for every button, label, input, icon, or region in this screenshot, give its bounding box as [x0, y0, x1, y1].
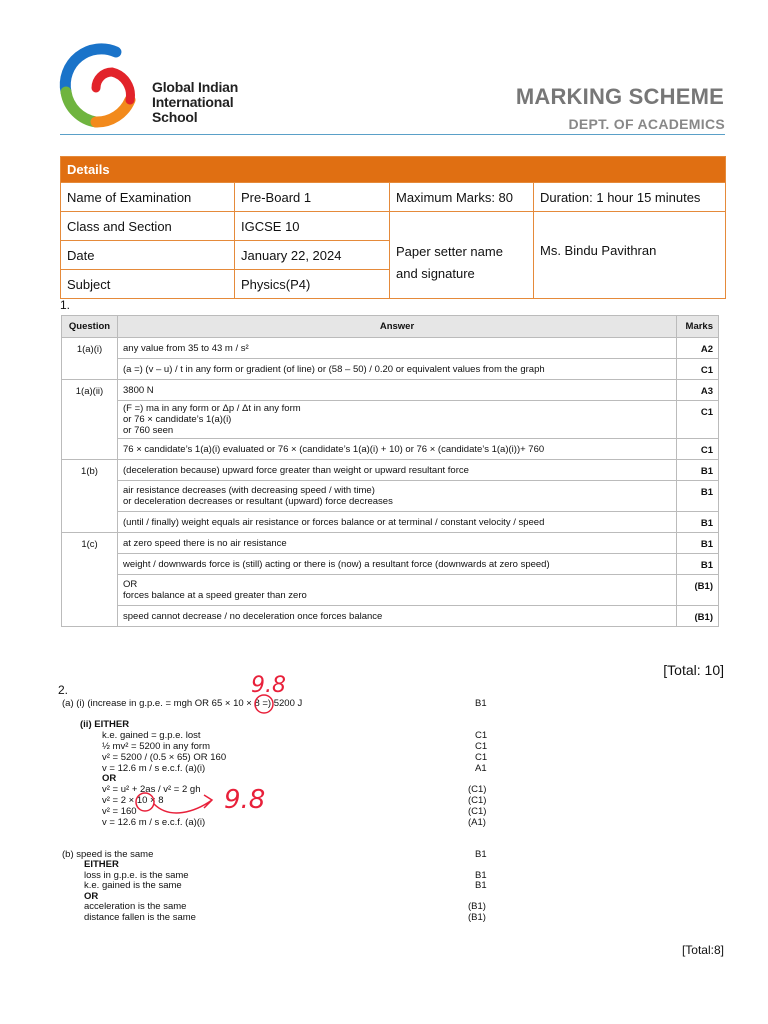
- table-row: [62, 439, 719, 460]
- scheme-line: (b) speed is the same: [62, 849, 154, 860]
- table-row: [62, 460, 719, 481]
- scheme-mark: C1: [475, 730, 488, 741]
- table-row: [62, 338, 719, 359]
- scheme-mark: A1: [475, 763, 487, 774]
- row-answer: air resistance decreases (with decreasing speed / with time) or deceleration decreases or resultant (upward) force decreases: [118, 481, 677, 512]
- setter-label: [390, 212, 534, 299]
- scheme-line: v² = 160: [102, 806, 137, 817]
- row-question: 1(c): [62, 533, 118, 554]
- table-row: [62, 606, 719, 627]
- question-2-number: 2.: [58, 683, 69, 697]
- scheme-mark: (C1): [468, 806, 487, 817]
- scheme-line: v = 12.6 m / s e.c.f. (a)(i): [102, 763, 206, 774]
- scheme-line: (a) (i) (increase in g.p.e. = mgh OR 65 × 10 × 8 =) 5200 J: [62, 698, 303, 709]
- row-marks: B1: [677, 460, 719, 481]
- scheme-line: EITHER: [84, 859, 119, 870]
- row-answer: (until / finally) weight equals air resistance or forces balance or at terminal / constant velocity / speed: [118, 512, 677, 533]
- row-question: [62, 512, 118, 533]
- exam-value: Pre-Board 1: [235, 183, 390, 212]
- max-marks: Maximum Marks: 80: [390, 183, 534, 212]
- row-marks: A3: [677, 380, 719, 401]
- scheme-mark: (A1): [468, 817, 486, 828]
- exam-label: Name of Examination: [61, 183, 235, 212]
- row-marks: (B1): [677, 606, 719, 627]
- table-row: [62, 512, 719, 533]
- row-question: [62, 401, 118, 439]
- row-question: 1(b): [62, 460, 118, 481]
- scheme-mark: (C1): [468, 784, 487, 795]
- handwritten-note-1: 9.8: [251, 673, 286, 698]
- setter-label-line-1: Paper setter name: [396, 244, 503, 259]
- row-answer: (F =) ma in any form or Δp / Δt in any form or 76 × candidate’s 1(a)(i) or 760 seen: [118, 401, 677, 439]
- row-question: [62, 575, 118, 606]
- table-row: [62, 575, 719, 606]
- class-label: Class and Section: [61, 212, 235, 241]
- document-title: MARKING SCHEME: [515, 84, 724, 109]
- row-marks: B1: [677, 512, 719, 533]
- question-1-table: [61, 315, 719, 627]
- setter-label-line-2: and signature: [396, 266, 475, 281]
- table-row: [62, 481, 719, 512]
- scheme-mark: B1: [475, 849, 487, 860]
- row-question: 1(a)(ii): [62, 380, 118, 401]
- table-row: [62, 533, 719, 554]
- row-question: [62, 606, 118, 627]
- row-answer: 76 × candidate’s 1(a)(i) evaluated or 76 × (candidate’s 1(a)(i) + 10) or 76 × (candidate’s 1(a)(i))+ 760: [118, 439, 677, 460]
- subject-value: Physics(P4): [235, 270, 390, 299]
- setter-value: Ms. Bindu Pavithran: [540, 243, 657, 258]
- row-answer: 3800 N: [118, 380, 677, 401]
- scheme-line: ½ mv² = 5200 in any form: [102, 741, 210, 752]
- scheme-mark: (B1): [468, 912, 486, 923]
- scheme-line: v = 12.6 m / s e.c.f. (a)(i): [102, 817, 206, 828]
- table-row: [62, 380, 719, 401]
- header-divider: [60, 134, 725, 135]
- scheme-line: OR: [84, 891, 99, 902]
- scheme-line: acceleration is the same: [84, 901, 187, 912]
- scheme-line: k.e. gained = g.p.e. lost: [102, 730, 201, 741]
- row-answer: speed cannot decrease / no deceleration once forces balance: [118, 606, 677, 627]
- details-table: [60, 156, 726, 299]
- date-value: January 22, 2024: [235, 241, 390, 270]
- details-heading: Details: [61, 157, 726, 183]
- handwritten-note-2: 9.8: [224, 785, 266, 815]
- row-question: [62, 554, 118, 575]
- row-marks: B1: [677, 533, 719, 554]
- duration: Duration: 1 hour 15 minutes: [534, 183, 726, 212]
- row-marks: B1: [677, 481, 719, 512]
- table-row: [62, 554, 719, 575]
- row-question: [62, 481, 118, 512]
- setter-cell: [534, 212, 726, 299]
- scheme-line: k.e. gained is the same: [84, 880, 182, 891]
- row-answer: weight / downwards force is (still) acting or there is (now) a resultant force (downwards at zero speed): [118, 554, 677, 575]
- col-marks: Marks: [677, 316, 719, 338]
- row-marks: C1: [677, 439, 719, 460]
- question-1-number: 1.: [60, 298, 71, 312]
- scheme-mark: B1: [475, 880, 487, 891]
- subject-label: Subject: [61, 270, 235, 299]
- school-name-line-1: Global Indian: [152, 79, 239, 95]
- row-answer: at zero speed there is no air resistance: [118, 533, 677, 554]
- row-answer: (deceleration because) upward force greater than weight or upward resultant force: [118, 460, 677, 481]
- row-answer: (a =) (v – u) / t in any form or gradient (of line) or (58 – 50) / 0.20 or equivalent values from the graph: [118, 359, 677, 380]
- school-name-line-2: International: [152, 94, 234, 110]
- row-question: [62, 359, 118, 380]
- school-logo: [56, 42, 142, 128]
- question-1-total: [Total: 10]: [663, 662, 724, 678]
- class-value: IGCSE 10: [235, 212, 390, 241]
- col-question: Question: [62, 316, 118, 338]
- table-row: [62, 359, 719, 380]
- row-marks: C1: [677, 359, 719, 380]
- scheme-mark: (B1): [468, 901, 486, 912]
- scheme-line: v² = 2 × 10 × 8: [102, 795, 164, 806]
- row-marks: C1: [677, 401, 719, 439]
- row-marks: (B1): [677, 575, 719, 606]
- scheme-line: loss in g.p.e. is the same: [84, 870, 189, 881]
- scheme-mark: (C1): [468, 795, 487, 806]
- school-name: [152, 80, 238, 125]
- scheme-line: (ii) EITHER: [80, 719, 130, 730]
- col-answer: Answer: [118, 316, 677, 338]
- table-row: [62, 401, 719, 439]
- scheme-line: distance fallen is the same: [84, 912, 196, 923]
- row-answer: OR forces balance at a speed greater than zero: [118, 575, 677, 606]
- question-2-total: [Total:8]: [681, 943, 724, 957]
- scheme-line: v² = u² + 2as / v² = 2 gh: [102, 784, 201, 795]
- scheme-mark: B1: [475, 698, 487, 709]
- row-marks: B1: [677, 554, 719, 575]
- date-label: Date: [61, 241, 235, 270]
- row-answer: any value from 35 to 43 m / s²: [118, 338, 677, 359]
- row-question: [62, 439, 118, 460]
- scheme-mark: C1: [475, 752, 488, 763]
- scheme-line: OR: [102, 773, 117, 784]
- scheme-mark: C1: [475, 741, 488, 752]
- school-name-line-3: School: [152, 109, 198, 125]
- row-question: 1(a)(i): [62, 338, 118, 359]
- question-1-rows: [62, 338, 719, 627]
- scheme-mark: B1: [475, 870, 487, 881]
- scheme-line: v² = 5200 / (0.5 × 65) OR 160: [102, 752, 227, 763]
- department-name: DEPT. OF ACADEMICS: [568, 116, 725, 132]
- row-marks: A2: [677, 338, 719, 359]
